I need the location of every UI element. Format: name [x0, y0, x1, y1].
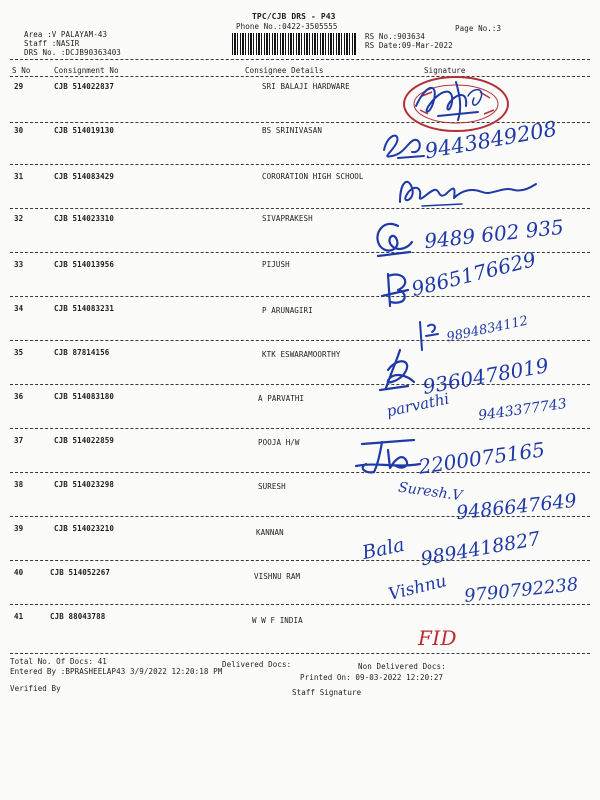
- row-sno: 29: [14, 82, 24, 91]
- footer-divider: [10, 653, 590, 654]
- phone-39: 9894418827: [419, 527, 542, 571]
- row-consignee: SRI BALAJI HARDWARE: [262, 82, 350, 91]
- row-sno: 37: [14, 436, 24, 445]
- row-divider: [10, 472, 590, 473]
- row-consignee: SIVAPRAKESH: [262, 214, 313, 223]
- row-consignee: SURESH: [258, 482, 286, 491]
- row-consignee: BS SRINIVASAN: [262, 126, 322, 135]
- row-consignment: CJB 514052267: [50, 568, 110, 577]
- row-consignee: P ARUNAGIRI: [262, 306, 313, 315]
- row-consignment: CJB 514023298: [54, 480, 114, 489]
- phone-35: 9360478019: [420, 353, 551, 399]
- rs-number: RS No.:903634: [365, 32, 425, 41]
- row-divider: [10, 296, 590, 297]
- row-sno: 32: [14, 214, 24, 223]
- row-sno: 31: [14, 172, 24, 181]
- staff-field: Staff :NASIR: [24, 39, 80, 48]
- row-consignment: CJB 514022859: [54, 436, 114, 445]
- row-sno: 33: [14, 260, 24, 269]
- col-signature: Signature: [424, 66, 466, 75]
- phone-32: 9489 602 935: [423, 214, 565, 254]
- page-number: Page No.:3: [455, 24, 502, 33]
- row-consignee: KANNAN: [256, 528, 284, 537]
- row-consignee: A PARVATHI: [258, 394, 305, 403]
- name-39: Bala: [360, 533, 407, 565]
- area-field: Area :V PALAYAM-43: [24, 30, 108, 39]
- printed-on: Printed On: 09-03-2022 12:20:27: [300, 673, 444, 682]
- phone-30: 9443849208: [422, 116, 559, 164]
- delivered-docs: Delivered Docs:: [222, 660, 292, 669]
- row-consignment: CJB 514019130: [54, 126, 114, 135]
- row-divider: [10, 560, 590, 561]
- row-consignment: CJB 87814156: [54, 348, 110, 357]
- row-sno: 34: [14, 304, 24, 313]
- header-divider: [10, 59, 590, 60]
- row-consignment: CJB 514013956: [54, 260, 114, 269]
- row-sno: 39: [14, 524, 24, 533]
- row-consignment: CJB 514083429: [54, 172, 114, 181]
- row-consignee: KTK ESWARAMOORTHY: [262, 350, 341, 359]
- row-sno: 41: [14, 612, 24, 621]
- row-divider: [10, 340, 590, 341]
- row-sno: 40: [14, 568, 24, 577]
- table-row: [0, 610, 600, 656]
- phone-37: 2200075165: [416, 437, 547, 479]
- row-consignment: CJB 88043788: [50, 612, 106, 621]
- row-sno: 36: [14, 392, 24, 401]
- signature-37: [352, 436, 424, 478]
- signature-35: [374, 346, 422, 394]
- name-40: Vishnu: [386, 571, 449, 605]
- row-consignment: CJB 514023310: [54, 214, 114, 223]
- row-divider: [10, 604, 590, 605]
- row-consignee: W W F INDIA: [252, 616, 303, 625]
- phone-40: 9790792238: [463, 574, 580, 607]
- row-consignee: POOJA H/W: [258, 438, 300, 447]
- col-sno: S No: [12, 66, 31, 75]
- col-consignment: Consignment No: [54, 66, 119, 75]
- drs-number: DRS No. :DCJB90363403: [24, 48, 121, 57]
- row-consignee: PIJUSH: [262, 260, 290, 269]
- phone-36: 9443377743: [477, 395, 568, 425]
- row-divider: [10, 164, 590, 165]
- row-consignee: VISHNU RAM: [254, 572, 301, 581]
- row-consignment: CJB 514022837: [54, 82, 114, 91]
- entered-by: Entered By :BPRASHEELAP43 3/9/2022 12:20:18 PM: [10, 667, 223, 676]
- signature-29: [408, 76, 498, 126]
- col-consignee: Consignee Details: [245, 66, 324, 75]
- phone-number: Phone No.:0422-3505555: [236, 22, 338, 31]
- rs-date: RS Date:09-Mar-2022: [365, 41, 453, 50]
- name-38: Suresh.V: [397, 479, 464, 505]
- name-36: parvathi: [384, 389, 451, 421]
- row-consignment: CJB 514023210: [54, 524, 114, 533]
- non-delivered-docs: Non Delivered Docs:: [358, 662, 446, 671]
- row-divider: [10, 428, 590, 429]
- signature-31: [392, 174, 542, 214]
- signature-33: [378, 268, 414, 310]
- signature-32: [368, 216, 416, 260]
- row-sno: 35: [14, 348, 24, 357]
- staff-signature: Staff Signature: [292, 688, 362, 697]
- row-consignment: CJB 514083180: [54, 392, 114, 401]
- barcode: [232, 33, 356, 55]
- signature-30: [378, 128, 428, 162]
- phone-33: 9865176629: [408, 246, 539, 302]
- doc-title: TPC/CJB DRS - P43: [252, 12, 336, 21]
- row-consignee: CORORATION HIGH SCHOOL: [262, 172, 364, 181]
- total-docs: Total No. Of Docs: 41: [10, 657, 107, 666]
- phone-34: 9894834112: [445, 313, 530, 346]
- row-consignment: CJB 514083231: [54, 304, 114, 313]
- row-divider: [10, 252, 590, 253]
- verified-by: Verified By: [10, 684, 61, 693]
- row-sno: 38: [14, 480, 24, 489]
- row-sno: 30: [14, 126, 24, 135]
- phone-38: 9486647649: [455, 489, 578, 525]
- fid-note: F I D: [418, 626, 454, 650]
